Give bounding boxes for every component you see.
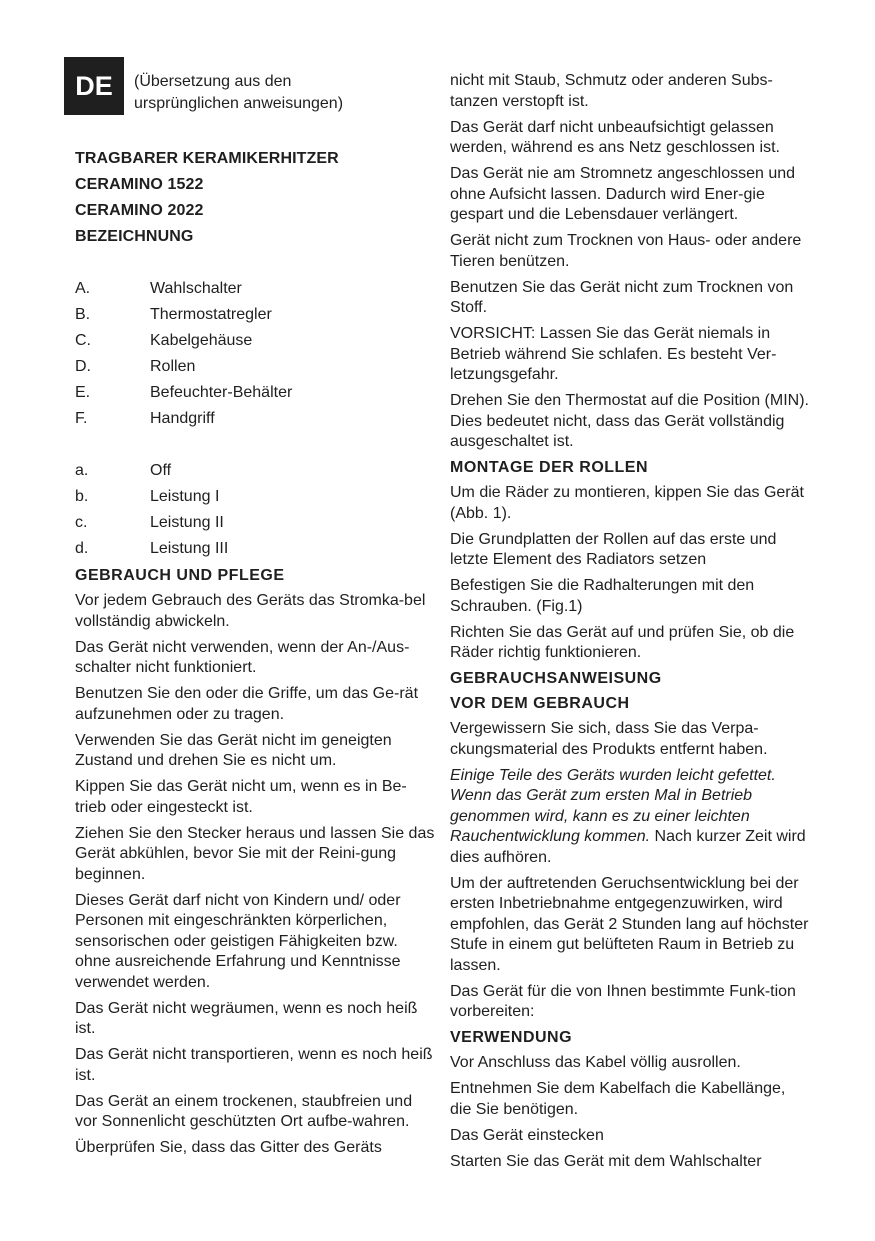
list-item — [75, 510, 435, 536]
designation-title: BEZEICHNUNG — [75, 228, 194, 245]
list-item — [75, 328, 435, 354]
left-column — [75, 146, 435, 1164]
list-item — [75, 380, 435, 406]
usage-paragraph: Ziehen Sie den Stecker heraus und lassen Sie das Gerät abkühlen, bevor Sie mit der Reini-gung beginnen. — [75, 824, 435, 883]
title-block — [75, 146, 435, 250]
model-2-title: CERAMINO 2022 — [75, 202, 204, 219]
right-column — [450, 71, 810, 1178]
setting-label: Leistung II — [150, 513, 224, 531]
use-paragraph: Vor Anschluss das Kabel völlig ausrollen. — [450, 1054, 741, 1071]
language-badge: DE — [64, 57, 124, 115]
rollers-paragraph: Die Grundplatten der Rollen auf das erste und letzte Element des Radiators setzen — [450, 530, 777, 568]
use-heading: VERWENDUNG — [450, 1029, 573, 1046]
setting-key: d. — [75, 539, 89, 557]
list-item — [75, 354, 435, 380]
list-item — [75, 536, 435, 562]
use-paragraph: Das Gerät einstecken — [450, 1126, 604, 1144]
part-label: Rollen — [150, 357, 196, 375]
usage-care-heading: GEBRAUCH UND PFLEGE — [75, 567, 285, 584]
part-key: D. — [75, 357, 91, 375]
safety-paragraph: VORSICHT: Lassen Sie das Gerät niemals in Betrieb während Sie schlafen. Es besteht Ver-letzungsgefahr. — [450, 325, 777, 383]
part-key: B. — [75, 305, 91, 323]
usage-paragraph: Das Gerät an einem trockenen, staubfreien und vor Sonnenlicht geschützten Ort aufbe-wahren. — [75, 1092, 413, 1130]
before-use-heading: VOR DEM GEBRAUCH — [450, 695, 630, 712]
usage-paragraph: Vor jedem Gebrauch des Geräts das Stromka-bel vollständig abwickeln. — [75, 592, 426, 630]
part-label: Handgriff — [150, 409, 215, 427]
setting-label: Leistung I — [150, 487, 220, 505]
part-label: Befeuchter-Behälter — [150, 383, 293, 401]
settings-list — [75, 458, 435, 562]
part-label: Thermostatregler — [150, 305, 272, 323]
usage-paragraph: Dieses Gerät darf nicht von Kindern und/ oder Personen mit eingeschränkten körperlichen, sensorischen oder geistigen Fähigkeiten bzw. ohne ausreichende Erfahrung und Kenntnisse verwendet werden. — [75, 891, 401, 991]
usage-paragraph: Das Gerät nicht wegräumen, wenn es noch heiß ist. — [75, 999, 418, 1037]
translation-note-line-2: ursprünglichen anweisungen) — [134, 95, 344, 112]
safety-paragraph: Das Gerät nie am Stromnetz angeschlossen und ohne Aufsicht lassen. Dadurch wird Ener-gie gespart und die Lebensdauer verlängert. — [450, 165, 796, 223]
grease-note-normal: Nach kurzer Zeit wird dies aufhören. — [450, 828, 806, 866]
safety-paragraph: Drehen Sie den Thermostat auf die Position (MIN). Dies bedeutet nicht, dass das Gerät vollständig ausgeschaltet ist. — [450, 392, 809, 450]
safety-paragraph: Gerät nicht zum Trocknen von Haus- oder andere Tieren benützen. — [450, 232, 802, 270]
safety-paragraph: Benutzen Sie das Gerät nicht zum Trocknen von Stoff. — [450, 278, 794, 316]
setting-key: a. — [75, 461, 89, 479]
setting-key: c. — [75, 513, 88, 531]
list-item — [75, 406, 435, 432]
safety-paragraph: Das Gerät darf nicht unbeaufsichtigt gelassen werden, während es ans Netz geschlossen ist. — [450, 118, 780, 156]
product-type-title: TRAGBARER KERAMIKERHITZER — [75, 150, 339, 167]
part-key: A. — [75, 279, 91, 297]
list-item — [75, 302, 435, 328]
part-label: Kabelgehäuse — [150, 331, 253, 349]
translation-note-line-1: (Übersetzung aus den — [134, 73, 292, 90]
part-key: F. — [75, 409, 88, 427]
list-item — [75, 484, 435, 510]
before-use-paragraph: Um der auftretenden Geruchsentwicklung bei der ersten Inbetriebnahme entgegenzuwirken, wird empfohlen, das Gerät 2 Stunden lang auf höchster Stufe in einem gut belüfteten Raum in Betrieb zu lassen. — [450, 874, 809, 974]
part-key: C. — [75, 331, 91, 349]
before-use-paragraph: Vergewissern Sie sich, dass Sie das Verpa-ckungsmaterial des Produkts entfernt haben. — [450, 720, 768, 758]
rollers-heading: MONTAGE DER ROLLEN — [450, 459, 649, 476]
model-1-title: CERAMINO 1522 — [75, 176, 204, 193]
usage-paragraph: Das Gerät nicht transportieren, wenn es noch heiß ist. — [75, 1046, 433, 1084]
part-label: Wahlschalter — [150, 279, 242, 297]
usage-paragraph: Überprüfen Sie, dass das Gitter des Geräts — [75, 1139, 382, 1156]
usage-paragraph: Kippen Sie das Gerät nicht um, wenn es in Be-trieb oder eingesteckt ist. — [75, 778, 407, 816]
use-paragraph: Entnehmen Sie dem Kabelfach die Kabellänge, die Sie benötigen. — [450, 1080, 786, 1118]
rollers-paragraph: Richten Sie das Gerät auf und prüfen Sie, ob die Räder richtig funktionieren. — [450, 623, 795, 661]
use-paragraph: Starten Sie das Gerät mit dem Wahlschalter — [450, 1152, 762, 1170]
usage-paragraph: Verwenden Sie das Gerät nicht im geneigten Zustand und drehen Sie es nicht um. — [75, 731, 392, 769]
usage-paragraph: Benutzen Sie den oder die Griffe, um das Ge-rät aufzunehmen oder zu tragen. — [75, 685, 419, 723]
grease-note-paragraph — [450, 766, 810, 869]
list-item — [75, 458, 435, 484]
setting-key: b. — [75, 487, 89, 505]
list-item — [75, 276, 435, 302]
setting-label: Off — [150, 461, 172, 479]
setting-label: Leistung III — [150, 539, 229, 557]
rollers-paragraph: Um die Räder zu montieren, kippen Sie das Gerät (Abb. 1). — [450, 484, 804, 522]
translation-note — [134, 71, 343, 115]
part-key: E. — [75, 383, 91, 401]
before-use-paragraph: Das Gerät für die von Ihnen bestimmte Funk-tion vorbereiten: — [450, 982, 796, 1020]
parts-list — [75, 276, 435, 432]
usage-paragraph: Das Gerät nicht verwenden, wenn der An-/Aus-schalter nicht funktioniert. — [75, 638, 410, 676]
grease-note-italic: Einige Teile des Geräts wurden leicht gefettet. Wenn das Gerät zum ersten Mal in Betrieb genommen wird, kann es zu einer leichten Rauchentwicklung kommen. — [450, 766, 776, 845]
instructions-heading: GEBRAUCHSANWEISUNG — [450, 670, 662, 687]
safety-paragraph: nicht mit Staub, Schmutz oder anderen Subs-tanzen verstopft ist. — [450, 72, 773, 110]
rollers-paragraph: Befestigen Sie die Radhalterungen mit den Schrauben. (Fig.1) — [450, 577, 755, 615]
